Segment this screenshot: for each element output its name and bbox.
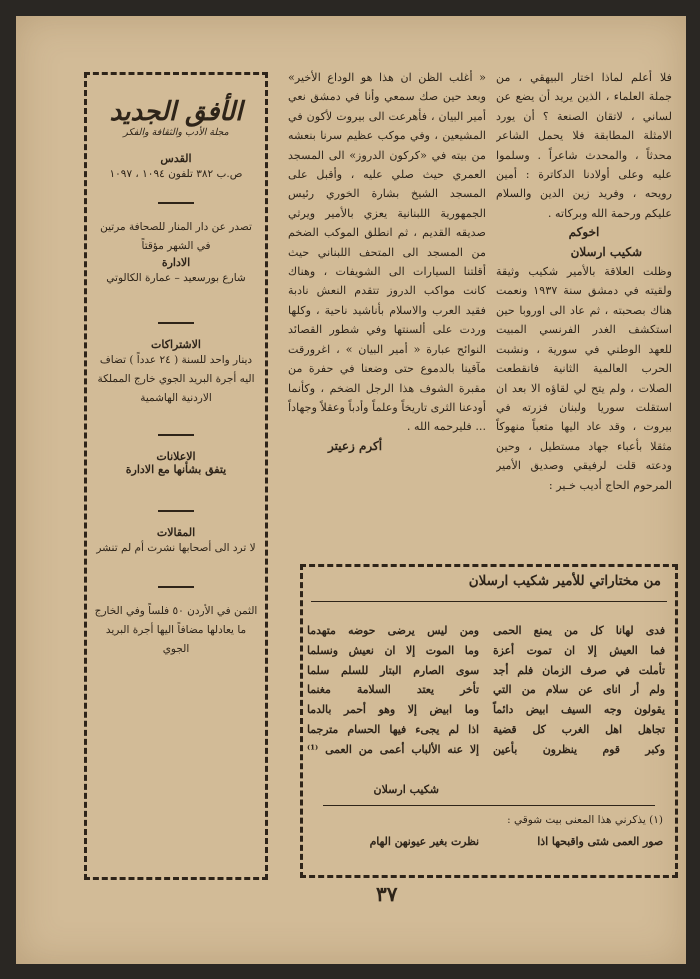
letter-signature: شكيب ارسلان — [570, 244, 642, 259]
verse-line: وكبر قوم ينظرون بأعين — [493, 742, 665, 756]
admin-address: شارع بورسعيد – عمارة الكالوتي — [106, 272, 246, 284]
subscriptions-text: دينار واحد للسنة ( ٢٤ عدداً ) تضاف اليه أجرة البريد الجوي خارج المملكة الاردنية الهاشمية — [97, 354, 255, 404]
verse-line: ومن ليس يرضى حوضه متهدما — [307, 624, 479, 637]
price-text: الثمن في الأردن ٥٠ فلساً وفي الخارج ما يعادلها مضافاً اليها أجرة البريد الجوي — [94, 605, 258, 655]
poem-title: من مختاراتي للأمير شكيب ارسلان — [468, 573, 661, 589]
poem-right-hemistichs — [493, 621, 665, 760]
middle-text-column — [288, 68, 486, 558]
poem-signature: شكيب ارسلان — [373, 783, 439, 796]
publisher-info: تصدر عن دار المنار للصحافة مرتين في الشهر مؤقتاً — [100, 221, 252, 252]
divider — [323, 805, 655, 806]
verse-line: تأملت في صرف الزمان فلم أجد — [493, 663, 665, 677]
right-text-column — [496, 68, 672, 558]
article-paragraph: وظلت العلاقة بالأمير شكيب وثيقة ولقيته في دمشق سنة ١٩٣٧ ونعمت هناك بصحبته ، ثم عاد الى اوروبا حين استكشف الغدر الفرنسي المبيت للعهد الوطني في سورية ، ونشبت الحرب العالمية الثانية فانقطعت الصلات ، ولم يتح لي لقاؤه الا بعد ان استقلت سوريا ولبنان فزرته في بيروت ، وقد عاد اليها متعباً منهوكاً مثقلا بأعباء جهاد مستطيل ، وحين ودعته قلت لرفيقي وصديق الأمير المرحوم الحاج أديب خـير : — [496, 265, 672, 492]
city: القدس — [160, 152, 192, 165]
divider — [158, 586, 194, 588]
divider — [158, 510, 194, 512]
magazine-title: الأفق الجديد — [109, 97, 243, 127]
masthead-sidebar — [84, 72, 268, 880]
poem-box — [300, 564, 678, 878]
page-number: ٣٧ — [376, 882, 398, 906]
magazine-subtitle: مجلة الأدب والثقافة والفكر — [123, 127, 229, 138]
divider — [311, 601, 667, 602]
ads-heading: الاعلانات — [156, 450, 196, 463]
verse-line: وما ابيض إلا وهو أحمر بالدما — [307, 703, 479, 717]
author-name: أكرم زعيتر — [328, 438, 383, 453]
divider — [158, 434, 194, 436]
contact-info: ص.ب ٣٨٢ تلفون ١٠٩٤ ، ١٠٩٧ — [109, 168, 243, 180]
verse-line: ولم أر اناى عن سلام من التي — [493, 683, 665, 697]
divider — [158, 202, 194, 204]
article-paragraph: فلا أعلم لماذا اختار البيهقي ، من جملة العلماء ، الذين يريد أن يضع عن لساني ، لاتقان الصنعة ؟ أن يورد الامثلة المطابقة فلا يحمل الشاعر محدثاً ، والمحدث شاعراً . وسلموا عليه وعلى أولادنا الدكاترة : أمين رويحه ، وفريد زين الدين والسلام عليكم ورحمة الله وبركاته . — [496, 71, 672, 220]
magazine-page — [16, 16, 686, 964]
subscriptions-heading: الاشتراكات — [151, 338, 201, 351]
verse-line: تأخر يعتد السلامة مغنما — [307, 683, 479, 697]
articles-text: لا ترد الى أصحابها نشرت أم لم تنشر — [96, 542, 256, 554]
verse-line: وما الموت إلا ان نعيش ونسلما — [307, 643, 479, 657]
verse-line: إلا عنه الألباب أعمى من العمى ⁽¹⁾ — [307, 742, 479, 756]
verse-line: اذا لم يجىء فيها الحسام مترجما — [307, 722, 479, 736]
admin-heading: الادارة — [161, 256, 191, 269]
letter-signoff: اخوكم — [568, 225, 600, 240]
footnote-verse: صور العمى شتى واقبحها اذا — [537, 835, 663, 848]
verse-line: فما العيش إلا ان تموت أعزة — [493, 643, 665, 657]
verse-line: سوى الصارم البتار للسلم سلما — [307, 663, 479, 677]
footnote-verse: نظرت بغير عيونهن الهام — [369, 835, 479, 848]
verse-line: فدى لهانا كل من يمنع الحمى — [493, 624, 665, 637]
verse-line: تجاهل اهل الغرب كل قضية — [493, 722, 665, 736]
article-paragraph: « أغلب الظن ان هذا هو الوداع الأخير» وبعد حين صك سمعي وأنا في دمشق نعي أمير البيان ، فأهرعت الى بيروت لأكون في المشيعين ، وفي موكب عظيم سرنا بنعشه من بيته في «كركون الدروز» الى المسجد العمري حيث صلي عليه ، وأقبل على المسجد الشيخ بشارة الخوري رئيس الجمهورية اللبنانية يعزي بالأمير ويرثي صديقه القديم ، ثم انطلق الموكب الضخم من المسجد الى المتحف اللبناني حيث أقلتنا السيارات الى الشويفات ، وهناك كانت مواكب الدروز تتقدم النعش نادبة فقيد العرب والاسلام بأناشيد ناحية ، وكلها وردت على ألسنتها وفي شطور القصائد النوائح عبارة « أمير البيان » ، اغرورقت مآقينا بالدموع حتى وضعنا في حفرة من مقبرة الشوف هذا الرجل الضخم ، وكأنما أودعنا الثرى تاريخاً وعلماً وأدباً وعقلاً وجهاداً ... فليرحمه الله . — [288, 71, 486, 434]
divider — [158, 322, 194, 324]
footnote: (١) يذكرني هذا المعنى بيت شوقي : — [507, 814, 663, 826]
poem-left-hemistichs — [307, 621, 479, 760]
articles-heading: المقالات — [156, 526, 196, 539]
ads-text: يتفق بشأنها مع الادارة — [125, 463, 227, 476]
verse-line: يقولون وجه السيف ابيض دائماً — [493, 703, 665, 717]
